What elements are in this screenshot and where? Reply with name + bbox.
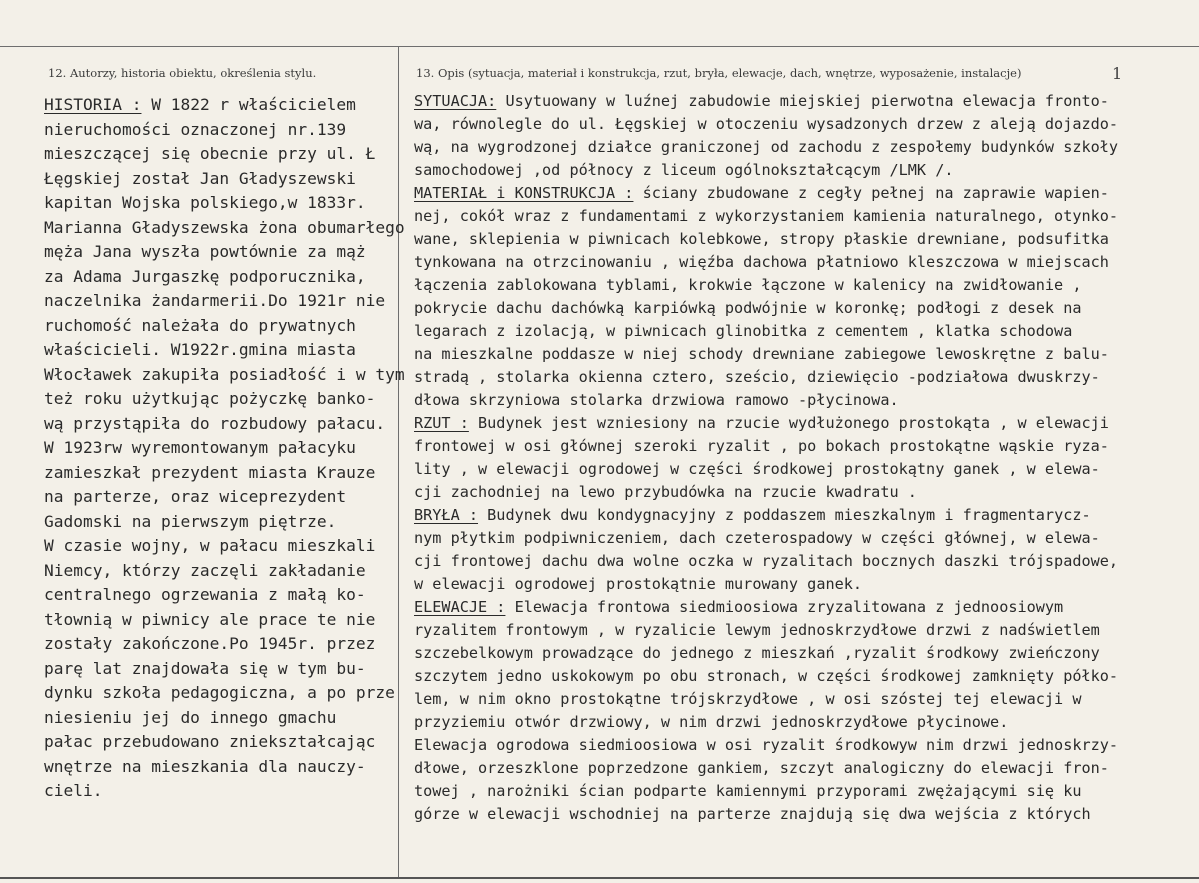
- history-line: Marianna Gładyszewska żona obumarłego: [44, 217, 405, 237]
- history-line: zostały zakończone.Po 1945r. przez: [44, 634, 376, 653]
- history-line: cieli.: [44, 781, 103, 800]
- description-line: legarach z izolacją, w piwnicach glinobitka z cementem , klatka schodowa: [414, 322, 1073, 340]
- history-line: zamieszkał prezydent miasta Krauze: [44, 462, 376, 482]
- history-label: HISTORIA :: [44, 95, 142, 114]
- description-line: wane, sklepienia w piwnicach kolebkowe, stropy płaskie drewniane, podsufitka: [414, 230, 1109, 248]
- description-line: pokrycie dachu dachówką karpiówką podwójnie w koronkę; podłogi z desek na: [414, 299, 1082, 317]
- description-line: cji frontowej dachu dwa wolne oczka w ryzalitach bocznych daszki trójspadowe,: [414, 552, 1119, 570]
- history-line: Niemcy, którzy zaczęli zakładanie: [44, 560, 366, 580]
- history-line: ruchomość należała do prywatnych: [44, 315, 356, 335]
- description-line: frontowej w osi głównej szeroki ryzalit , po bokach prostokątne wąskie ryza-: [414, 437, 1109, 455]
- history-line: tłownią w piwnicy ale prace te nie: [44, 609, 376, 629]
- history-line: za Adama Jurgaszkę podporucznika,: [44, 266, 366, 286]
- history-line: niesieniu jej do innego gmachu: [44, 707, 337, 727]
- history-line: Łęgskiej został Jan Gładyszewski: [44, 168, 356, 188]
- history-line: właścicieli. W1922r.gmina miasta: [44, 340, 356, 359]
- description-line: górze w elewacji wschodniej na parterze znajdują się dwa wejścia z których: [414, 805, 1091, 823]
- right-column-heading: 13. Opis (sytuacja, materiał i konstrukcja, rzut, bryła, elewacje, dach, wnętrze, wyposażenie, instalacje): [416, 66, 1022, 80]
- description-line: przyziemiu otwór drzwiowy, w nim drzwi jednoskrzydłowe płycinowe.: [414, 713, 1009, 731]
- history-line: HISTORIA : W 1822 r właścicielem: [44, 95, 356, 114]
- history-line: mieszczącej się obecnie przy ul. Ł: [44, 144, 376, 163]
- bottom-rule: [0, 877, 1199, 879]
- description-line: lity , w elewacji ogrodowej w części środkowej prostokątny ganek , w elewa-: [414, 460, 1100, 478]
- history-line: Włocławek zakupiła posiadłość i w tym: [44, 364, 405, 384]
- history-line: pałac przebudowano zniekształcając: [44, 732, 376, 751]
- material-label: MATERIAŁ i KONSTRUKCJA :: [414, 184, 634, 202]
- description-line: MATERIAŁ i KONSTRUKCJA : ściany zbudowane z cegły pełnej na zaprawie wapien-: [414, 184, 1109, 202]
- rzut-label: RZUT :: [414, 414, 469, 432]
- history-line: W czasie wojny, w pałacu mieszkali: [44, 536, 376, 555]
- description-line: szczytem jedno uskokowym po obu stronach, w części środkowej zamknięty półko-: [414, 667, 1119, 685]
- history-line: dynku szkoła pedagogiczna, a po prze: [44, 683, 395, 702]
- history-line: nieruchomości oznaczonej nr.139: [44, 119, 347, 139]
- description-line: stradą , stolarka okienna cztero, sześcio, dziewięcio -podziałowa dwuskrzy-: [414, 368, 1100, 386]
- history-line: kapitan Wojska polskiego,w 1833r.: [44, 193, 366, 212]
- description-line: BRYŁA : Budynek dwu kondygnacyjny z poddaszem mieszkalnym i fragmentarycz-: [414, 506, 1091, 524]
- description-line: szczebelkowym prowadzące do jednego z mieszkań ,ryzalit środkowy zwieńczony: [414, 644, 1100, 662]
- elewacje-label: ELEWACJE :: [414, 598, 506, 616]
- description-line: Elewacja ogrodowa siedmioosiowa w osi ryzalit środkowyw nim drzwi jednoskrzy-: [414, 736, 1119, 754]
- description-line: ELEWACJE : Elewacja frontowa siedmioosiowa zryzalitowana z jednoosiowym: [414, 598, 1064, 616]
- description-column: [414, 90, 1194, 826]
- description-line: RZUT : Budynek jest wzniesiony na rzucie wydłużonego prostokąta , w elewacji: [414, 414, 1109, 432]
- page-mark: 1: [1112, 64, 1123, 83]
- top-rule: [0, 46, 1199, 47]
- description-line: lem, w nim okno prostokątne trójskrzydłowe , w osi szóstej tej elewacji w: [414, 690, 1082, 708]
- description-line: cji zachodniej na lewo przybudówka na rzucie kwadratu .: [414, 483, 917, 501]
- history-line: naczelnika żandarmerii.Do 1921r nie: [44, 291, 386, 310]
- history-line: W 1923rw wyremontowanym pałacyku: [44, 438, 356, 457]
- history-column: [44, 93, 405, 804]
- description-line: wa, równolegle do ul. Łęgskiej w otoczeniu wysadzonych drzew z aleją dojazdo-: [414, 115, 1119, 133]
- description-line: SYTUACJA: Usytuowany w luźnej zabudowie miejskiej pierwotna elewacja fronto-: [414, 92, 1109, 110]
- description-line: dłowe, orzeszklone poprzedzone gankiem, szczyt analogiczny do elewacji fron-: [414, 759, 1109, 777]
- history-line: też roku użytkując pożyczkę banko-: [44, 389, 376, 408]
- description-line: nym płytkim podpiwniczeniem, dach czeterospadowy w części głównej, w elewa-: [414, 529, 1100, 547]
- history-line: parę lat znajdowała się w tym bu-: [44, 658, 366, 678]
- description-line: łączenia zablokowana tyblami, krokwie łączone w kalenicy na zwidłowanie ,: [414, 276, 1082, 294]
- description-line: towej , narożniki ścian podparte kamiennymi przyporami zwężającymi się ku: [414, 782, 1082, 800]
- description-line: dłowa skrzyniowa stolarka drzwiowa ramowo -płycinowa.: [414, 391, 899, 409]
- description-line: w elewacji ogrodowej prostokątnie murowany ganek.: [414, 575, 863, 593]
- history-line: Gadomski na pierwszym piętrze.: [44, 511, 337, 531]
- history-line: wnętrze na mieszkania dla nauczy-: [44, 756, 366, 776]
- left-column-heading: 12. Autorzy, historia obiektu, określenia stylu.: [48, 66, 317, 80]
- history-line: męża Jana wyszła powtównie za mąż: [44, 242, 366, 261]
- history-line: wą przystąpiła do rozbudowy pałacu.: [44, 413, 386, 433]
- description-line: wą, na wygrodzonej działce graniczonej od zachodu z zespołemy budynków szkoły: [414, 138, 1119, 156]
- history-line: na parterze, oraz wiceprezydent: [44, 487, 347, 506]
- description-line: tynkowana na otrzcinowaniu , więźba dachowa płatniowo kleszczowa w miejscach: [414, 253, 1109, 271]
- description-line: nej, cokół wraz z fundamentami z wykorzystaniem kamienia naturalnego, otynko-: [414, 207, 1119, 225]
- bryla-label: BRYŁA :: [414, 506, 479, 524]
- description-line: samochodowej ,od północy z liceum ogólnokształcącym /LMK /.: [414, 161, 954, 179]
- description-line: ryzalitem frontowym , w ryzalicie lewym jednoskrzydłowe drzwi z nadświetlem: [414, 621, 1100, 639]
- history-line: centralnego ogrzewania z małą ko-: [44, 585, 366, 604]
- sytuacja-label: SYTUACJA:: [414, 92, 497, 110]
- description-line: na mieszkalne poddasze w niej schody drewniane zabiegowe lewoskrętne z balu-: [414, 345, 1109, 363]
- column-divider: [398, 46, 399, 877]
